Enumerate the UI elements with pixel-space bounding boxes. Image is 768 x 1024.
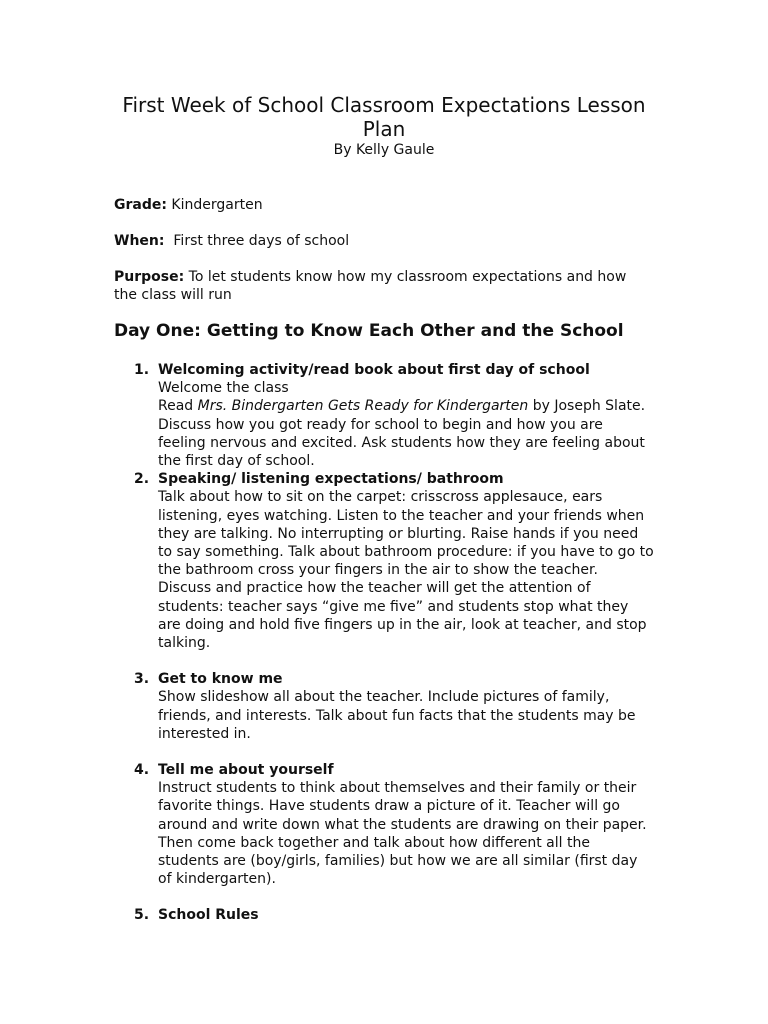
when-label: When: bbox=[114, 233, 165, 249]
item-body: Show slideshow all about the teacher. Include pictures of family, friends, and interests. Talk about fun facts that the students may be interested in. bbox=[158, 689, 636, 742]
item-line: Welcome the class bbox=[158, 380, 289, 397]
when-value: First three days of school bbox=[173, 233, 350, 249]
day-one-heading: Day One: Getting to Know Each Other and the School bbox=[114, 321, 624, 341]
item-body: Instruct students to think about themselves and their family or their favorite things. Have students draw a picture of it. Teacher will go around and write down what the students are drawing on their paper. Then come back together and talk about how different all the students are (boy/girls, families) but how we are all similar (first day of kindergarten). bbox=[158, 780, 647, 888]
grade-field bbox=[114, 196, 644, 214]
grade-label: Grade: bbox=[114, 197, 167, 213]
read-prefix: Read bbox=[158, 398, 198, 415]
item-heading: Tell me about yourself bbox=[158, 762, 334, 779]
purpose-value: To let students know how my classroom expectations and how the class will run bbox=[114, 269, 627, 303]
spacer bbox=[114, 652, 654, 670]
item-heading: School Rules bbox=[158, 907, 259, 924]
item-number: 3. bbox=[134, 671, 150, 688]
item-body bbox=[158, 397, 654, 470]
read-rest: by Joseph Slate. Discuss how you got ready for school to begin and how you are feeling nervous and excited. Ask students how they are feeling about the first day of school. bbox=[158, 398, 646, 470]
grade-value: Kindergarten bbox=[171, 197, 263, 213]
item-number: 5. bbox=[134, 907, 150, 924]
activity-list bbox=[114, 361, 654, 925]
list-item bbox=[114, 906, 654, 924]
list-item bbox=[114, 470, 654, 652]
document-author: By Kelly Gaule bbox=[333, 142, 435, 158]
item-number: 1. bbox=[134, 362, 150, 378]
item-heading: Welcoming activity/read book about first day of school bbox=[158, 362, 590, 378]
spacer bbox=[114, 888, 654, 906]
document-title: First Week of School Classroom Expectations Lesson Plan bbox=[122, 93, 646, 141]
purpose-label: Purpose: bbox=[114, 269, 185, 285]
when-field bbox=[114, 232, 644, 250]
item-number: 2. bbox=[134, 471, 150, 488]
item-heading: Get to know me bbox=[158, 671, 283, 688]
book-title: Mrs. Bindergarten Gets Ready for Kindergarten bbox=[197, 398, 529, 415]
purpose-field bbox=[114, 268, 644, 304]
list-item bbox=[114, 361, 654, 470]
item-heading: Speaking/ listening expectations/ bathroom bbox=[158, 471, 504, 488]
item-number: 4. bbox=[134, 762, 150, 779]
spacer bbox=[114, 743, 654, 761]
item-body: Talk about how to sit on the carpet: crisscross applesauce, ears listening, eyes watching. Listen to the teacher and your friends when they are talking. No interrupting or blurting. Raise hands if you need to say something. Talk about bathroom procedure: if you have to go to the bathroom cross your fingers in the air to show the teacher. Discuss and practice how the teacher will get the attention of students: teacher says “give me five” and students stop what they are doing and hold five fingers up in the air, look at teacher, and stop talking. bbox=[158, 489, 654, 652]
list-item bbox=[114, 761, 654, 888]
list-item bbox=[114, 670, 654, 743]
